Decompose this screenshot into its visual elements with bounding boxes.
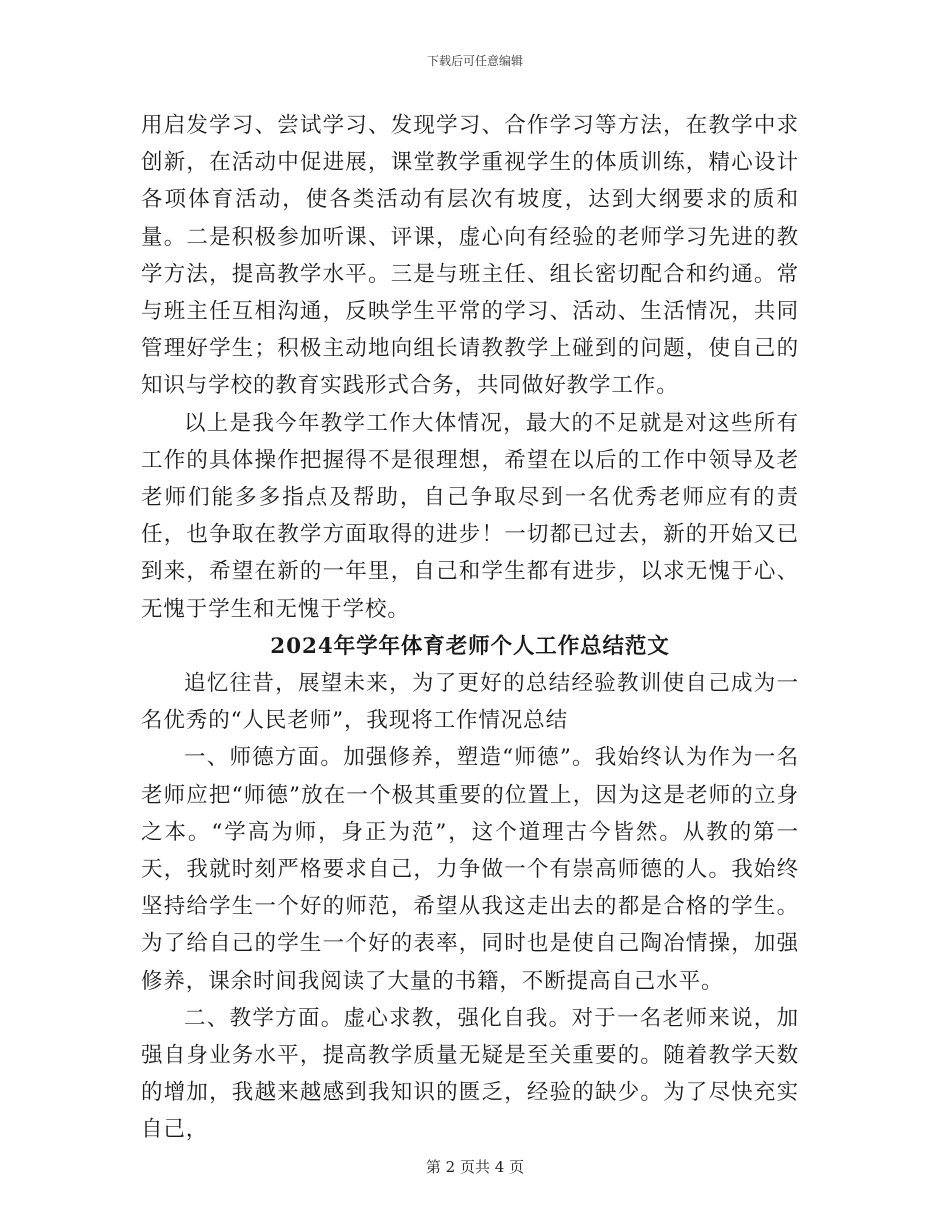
document-body [141, 107, 799, 1149]
section-title: 2024年学年体育老师个人工作总结范文 [270, 633, 670, 659]
page-footer: 第 2 页共 4 页 [425, 1158, 525, 1176]
paragraph-ethics: 一、师德方面。加强修养，塑造“师德”。我始终认为作为一名老师应把“师德”放在一个极其重要的位置上，因为这是老师的立身之本。“学高为师，身正为范”，这个道理古今皆然。从教的第一天，我就时刻严格要求自己，力争做一个有崇高师德的人。我始终坚持给学生一个好的师范，希望从我这走出去的都是合格的学生。为了给自己的学生一个好的表率，同时也是使自己陶冶情操，加强修养，课余时间我阅读了大量的书籍，不断提高自己水平。 [141, 745, 799, 994]
page-header: 下载后可任意编辑 [426, 54, 523, 68]
paragraph-intro: 追忆往昔，展望未来，为了更好的总结经验教训使自己成为一名优秀的“人民老师”，我现将工作情况总结 [141, 671, 799, 734]
paragraph-teaching: 二、教学方面。虚心求教，强化自我。对于一名老师来说，加强自身业务水平，提高教学质量无疑是至关重要的。随着教学天数的增加，我越来越感到我知识的匮乏，经验的缺少。为了尽快充实自己， [141, 1005, 799, 1143]
paragraph-continuation: 用启发学习、尝试学习、发现学习、合作学习等方法，在教学中求创新，在活动中促进展，课堂教学重视学生的体质训练，精心设计各项体育活动，使各类活动有层次有坡度，达到大纲要求的质和量。二是积极参加听课、评课，虚心向有经验的老师学习先进的教学方法，提高教学水平。三是与班主任、组长密切配合和约通。常与班主任互相沟通，反映学生平常的学习、活动、生活情况，共同管理好学生；积极主动地向组长请教教学上碰到的问题，使自己的知识与学校的教育实践形式合务，共同做好教学工作。 [141, 113, 799, 399]
paragraph-summary: 以上是我今年教学工作大体情况，最大的不足就是对这些所有工作的具体操作把握得不是很理想，希望在以后的工作中领导及老老师们能多多指点及帮助，自己争取尽到一名优秀老师应有的责任，也争取在教学方面取得的进步！一切都已过去，新的开始又已到来，希望在新的一年里，自己和学生都有进步，以求无愧于心、无愧于学生和无愧于学校。 [141, 410, 799, 622]
